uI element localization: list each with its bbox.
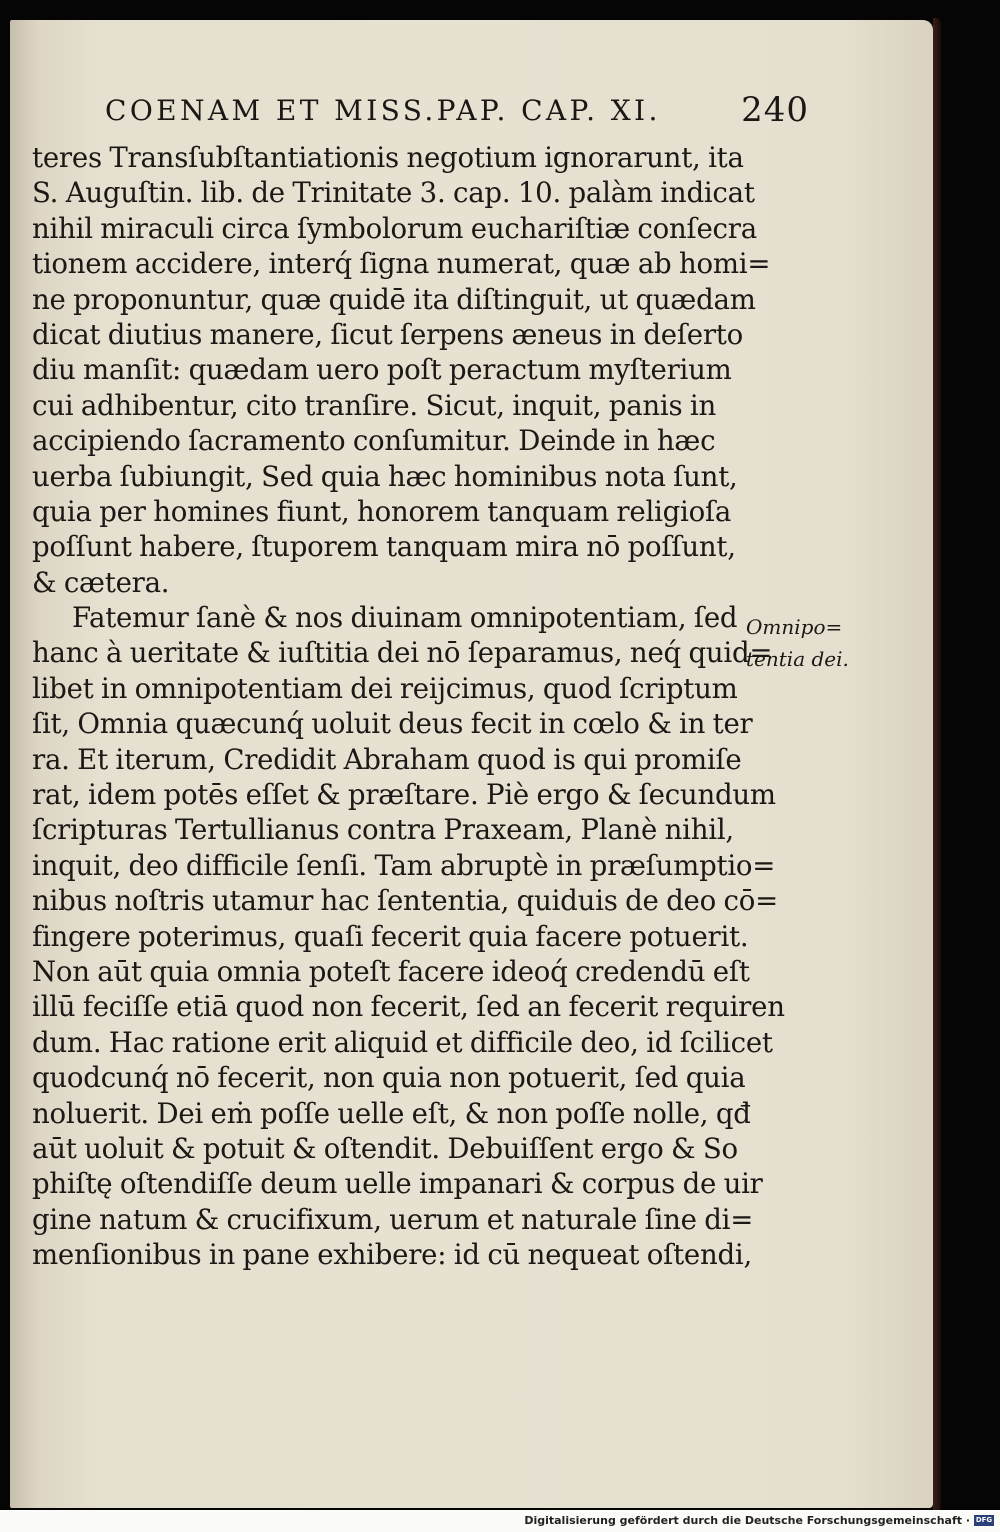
text-line: teres Transſubſtantiationis negotium ignorarunt, ita (32, 141, 744, 174)
text-line: dum. Hac ratione erit aliquid et difficile deo, id ſcilicet (32, 1025, 773, 1059)
text-line: ne proponuntur, quæ quidē ita diſtinguit, ut quædam (32, 282, 756, 316)
text-line: diu manſit: quædam uero poſt peractum myſterium (32, 353, 732, 387)
text-line: aūt uoluit & potuit & oſtendit. Debuiſſent ergo & So (32, 1131, 738, 1165)
footer-credit: Digitalisierung gefördert durch die Deutsche Forschungsgemeinschaft · (524, 1514, 970, 1527)
text-line: hanc à ueritate & iuſtitia dei nō ſeparamus, neq́ quid= (32, 636, 773, 670)
text-line: menſionibus in pane exhibere: id cū nequeat oſtendi, (32, 1238, 753, 1272)
text-line: & cætera. (32, 565, 170, 599)
running-head (105, 90, 809, 138)
digitization-footer (0, 1510, 1000, 1532)
text-line: ra. Et iterum, Credidit Abraham quod is qui promiſe (32, 742, 742, 776)
text-line: noluerit. Dei eṁ poſſe uelle eſt, & non poſſe nolle, qđ (32, 1096, 751, 1130)
dfg-logo-icon: DFG (975, 1516, 993, 1524)
body-text (32, 140, 785, 1273)
text-line: inquit, deo difficile ſenſi. Tam abruptè in præſumptio= (32, 848, 776, 882)
text-line: ſcripturas Tertullianus contra Praxeam, Planè nihil, (32, 813, 734, 847)
text-line: fingere poterimus, quaſi fecerit quia facere potuerit. (32, 919, 749, 953)
marginal-note-line: tentia dei. (746, 647, 849, 671)
text-line: libet in omnipotentiam dei reijcimus, quod ſcriptum (32, 671, 738, 705)
book-page (10, 20, 933, 1508)
text-line: quodcunq́ nō fecerit, non quia non potuerit, ſed quia (32, 1061, 746, 1095)
marginal-note (746, 611, 866, 675)
text-line: S. Auguſtin. lib. de Trinitate 3. cap. 10. palàm indicat (32, 176, 755, 210)
book-fore-edge (933, 18, 941, 1512)
text-line: quia per homines fiunt, honorem tanquam religioſa (32, 494, 732, 528)
text-line: rat, idem potēs eſſet & præſtare. Piè ergo & ſecundum (32, 778, 776, 812)
text-line: dicat diutius manere, ſicut ſerpens æneus in deſerto (32, 317, 744, 351)
marginal-note-line: Omnipo= (746, 615, 843, 639)
text-line: poſſunt habere, ſtuporem tanquam mira nō poſſunt, (32, 530, 736, 564)
text-line: uerba ſubiungit, Sed quia hæc hominibus nota ſunt, (32, 459, 738, 493)
text-line: illū feciſſe etiā quod non fecerit, ſed an fecerit requiren (32, 990, 785, 1024)
text-line: gine natum & crucifixum, uerum et naturale ſine di= (32, 1202, 754, 1236)
running-head-title: COENAM ET MISS.PAP. CAP. XI. (105, 94, 661, 127)
text-line: accipiendo ſacramento conſumitur. Deinde in hæc (32, 424, 716, 458)
text-line: Non aūt quia omnia poteſt facere ideoq́ credendū eſt (32, 954, 750, 988)
text-line: nibus noſtris utamur hac ſententia, quiduis de deo cō= (32, 884, 778, 918)
paragraph-start-line: Fatemur ſanè & nos diuinam omnipotentiam, ſed (72, 601, 738, 635)
text-line: ſit, Omnia quæcunq́ uoluit deus fecit in cœlo & in ter (32, 707, 753, 741)
text-line: cui adhibentur, cito tranſire. Sicut, inquit, panis in (32, 388, 717, 422)
text-line: nihil miraculi circa ſymbolorum euchariſtiæ conſecra (32, 211, 757, 245)
text-line: tionem accidere, interq́ ſigna numerat, quæ ab homi= (32, 247, 771, 281)
folio-number: 240 (741, 90, 809, 130)
text-line: phiſtę oſtendiſſe deum uelle impanari & corpus de uir (32, 1167, 763, 1201)
